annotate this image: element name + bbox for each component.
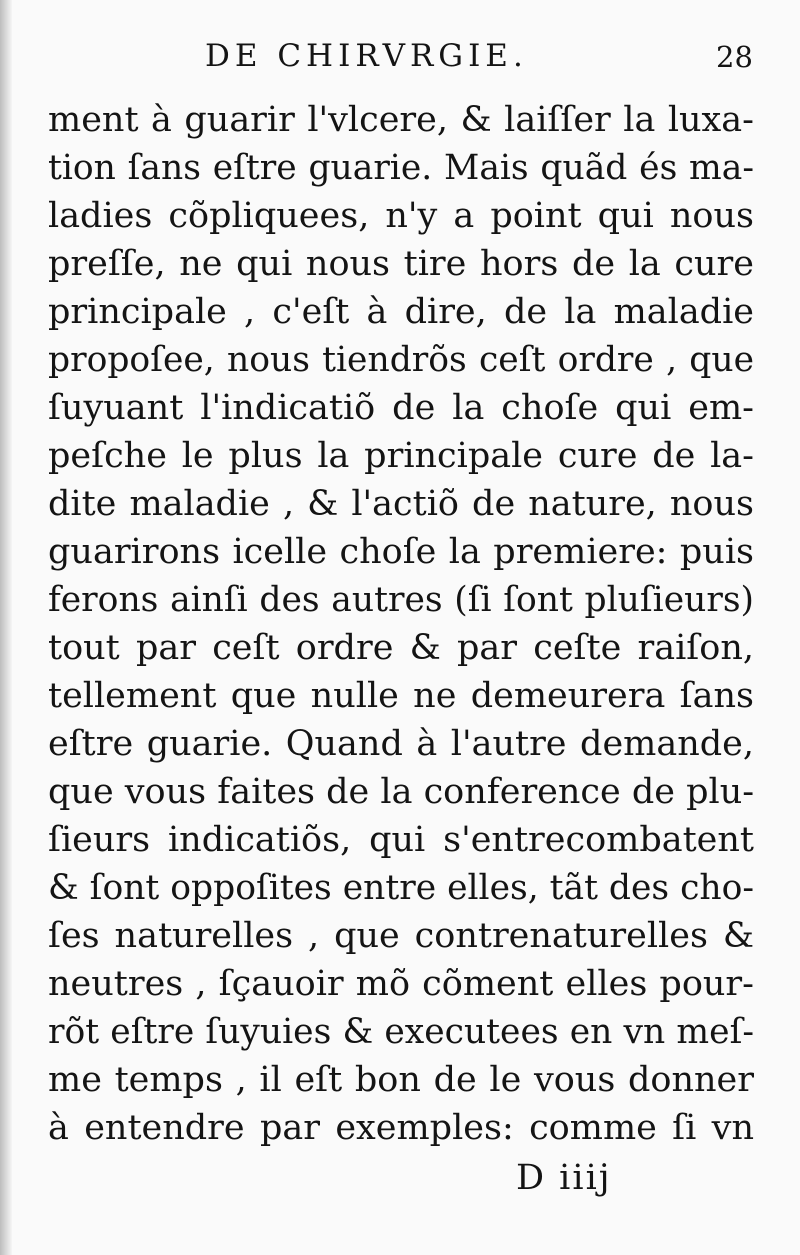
text-line: rõt eſtre ſuyuies & executees en vn meſ- <box>48 1012 754 1052</box>
text-line: ferons ainſi des autres (ſi ſont pluſieurs) <box>48 580 754 620</box>
text-line: ſuyuant l'indicatiõ de la choſe qui em- <box>48 388 754 428</box>
text-line: tion ſans eſtre guarie. Mais quãd és ma- <box>48 148 754 188</box>
text-line: eſtre guarie. Quand à l'autre demande, <box>48 724 754 764</box>
text-line: preſſe, ne qui nous tire hors de la cure <box>48 244 754 284</box>
text-line: que vous faites de la conference de plu- <box>48 772 755 812</box>
page-number: 28 <box>716 40 753 74</box>
text-line: dite maladie , & l'actiõ de nature, nous <box>48 484 754 524</box>
text-line: principale , c'eſt à dire, de la maladie <box>48 292 754 332</box>
page-gutter-shadow <box>0 0 12 1255</box>
text-line: propoſee, nous tiendrõs ceſt ordre , que <box>48 340 754 380</box>
text-line: ment à guarir l'vlcere, & laiſſer la luxa- <box>48 100 754 140</box>
page-header <box>0 38 800 88</box>
running-title: DE CHIRVRGIE. <box>205 38 528 74</box>
text-line: & ſont oppoſites entre elles, tãt des cho- <box>48 868 755 908</box>
text-line: tellement que nulle ne demeurera ſans <box>48 676 754 716</box>
text-line: à entendre par exemples: comme ſi vn <box>48 1108 754 1148</box>
body-text <box>48 96 754 1152</box>
text-line: tout par ceſt ordre & par ceſte raiſon, <box>48 628 754 668</box>
text-line: ſes naturelles , que contrenaturelles & <box>48 916 754 956</box>
text-line: ladies cõpliquees, n'y a point qui nous <box>48 196 754 236</box>
text-line: me temps , il eſt bon de le vous donner <box>48 1060 754 1100</box>
text-line: neutres , ſçauoir mõ cõment elles pour- <box>48 964 754 1004</box>
text-line: peſche le plus la principale cure de la- <box>48 436 754 476</box>
text-line: guarirons icelle choſe la premiere: puis <box>48 532 754 572</box>
signature-mark: D iiij <box>516 1158 612 1198</box>
text-line: ſieurs indicatiõs, qui s'entrecombatent <box>48 820 754 860</box>
